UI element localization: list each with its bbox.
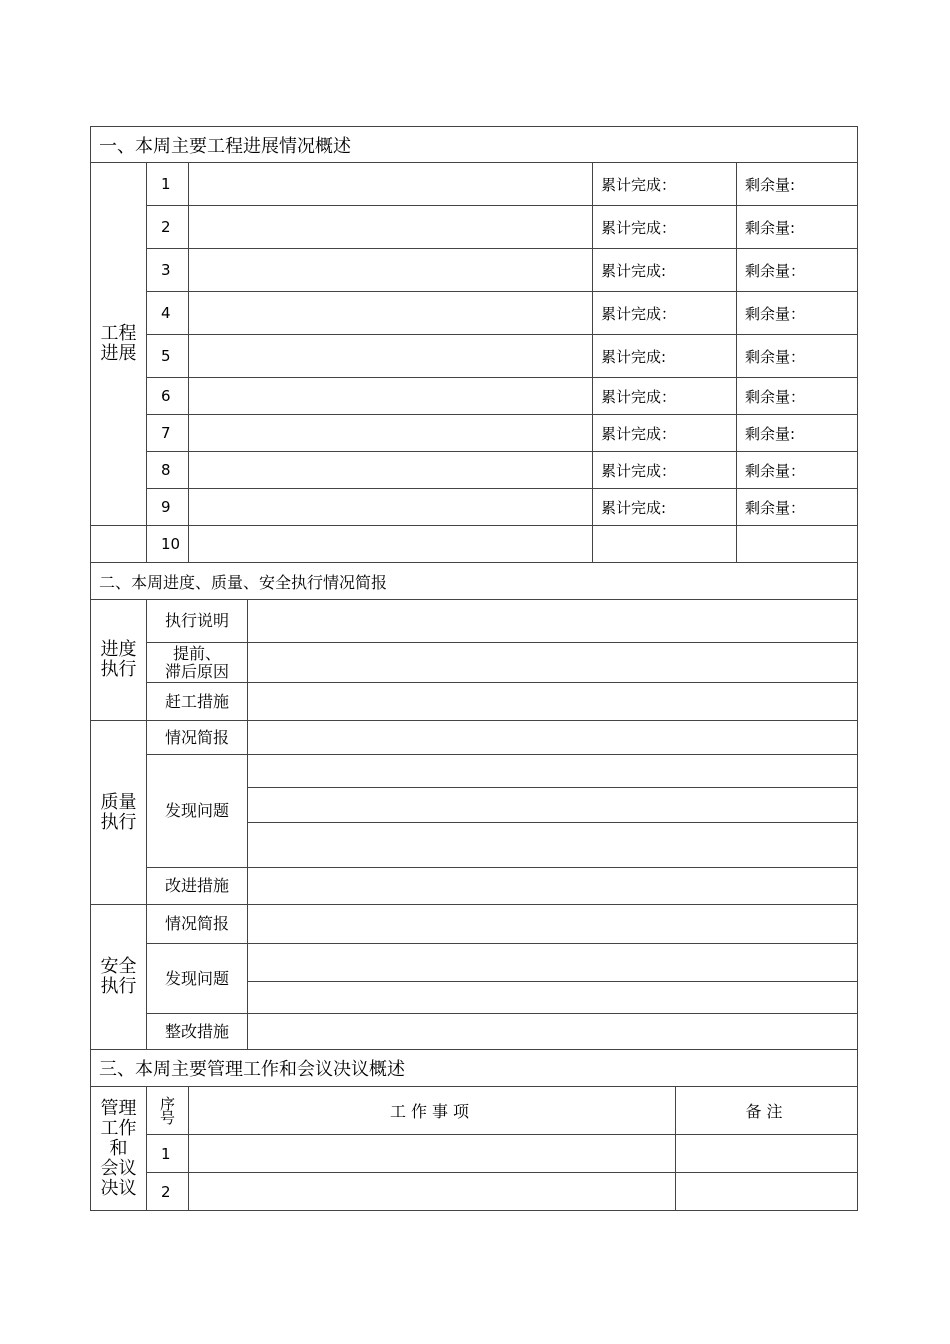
weekly-report-form [90, 126, 857, 1211]
row-number: 10 [147, 526, 189, 563]
cumulative-done-cell[interactable]: 累计完成: [593, 249, 737, 292]
safety-issue-field[interactable] [248, 944, 858, 982]
remaining-cell[interactable]: 剩余量： [737, 292, 858, 335]
quality-improvement-label: 改进措施 [147, 868, 248, 905]
remaining-cell[interactable]: 剩余量: [737, 415, 858, 452]
progress-category-label: 工程 进展 [91, 163, 147, 526]
work-content-cell[interactable] [189, 489, 593, 526]
row-number: 1 [147, 1135, 189, 1173]
sequence-header: 序 号 [147, 1087, 189, 1135]
schedule-category-label: 进度 执行 [91, 600, 147, 721]
row-number: 9 [147, 489, 189, 526]
remaining-cell[interactable]: 剩余量： [737, 452, 858, 489]
section1-title: 一、本周主要工程进展情况概述 [91, 127, 858, 163]
safety-issues-label: 发现问题 [147, 944, 248, 1014]
row-number: 2 [147, 206, 189, 249]
quality-brief-label: 情况简报 [147, 721, 248, 755]
quality-issue-field[interactable] [248, 823, 858, 868]
delay-reason-label: 提前、 滞后原因 [147, 643, 248, 683]
rush-measures-label: 赶工措施 [147, 683, 248, 721]
quality-category-label: 质量 执行 [91, 721, 147, 905]
work-content-cell[interactable] [189, 452, 593, 489]
management-category-label: 管理 工作 和 会议 决议 [91, 1087, 147, 1211]
quality-brief-field[interactable] [248, 721, 858, 755]
section3-title: 三、本周主要管理工作和会议决议概述 [91, 1050, 858, 1087]
remark-field[interactable] [676, 1135, 858, 1173]
remaining-cell[interactable]: 剩余量: [737, 163, 858, 206]
remaining-cell[interactable]: 剩余量： [737, 489, 858, 526]
work-content-cell[interactable] [189, 249, 593, 292]
safety-rectification-field[interactable] [248, 1014, 858, 1050]
remaining-cell[interactable]: 剩余量： [737, 249, 858, 292]
delay-reason-field[interactable] [248, 643, 858, 683]
remaining-cell[interactable] [737, 526, 858, 563]
row-number: 7 [147, 415, 189, 452]
remaining-cell[interactable]: 剩余量： [737, 378, 858, 415]
work-item-field[interactable] [189, 1173, 676, 1211]
work-content-cell[interactable] [189, 292, 593, 335]
safety-brief-field[interactable] [248, 905, 858, 944]
cumulative-done-cell[interactable] [593, 526, 737, 563]
cumulative-done-cell[interactable]: 累计完成： [593, 452, 737, 489]
work-content-cell[interactable] [189, 206, 593, 249]
remaining-cell[interactable]: 剩余量: [737, 206, 858, 249]
quality-issues-label: 发现问题 [147, 755, 248, 868]
row-number: 8 [147, 452, 189, 489]
quality-issue-field[interactable] [248, 755, 858, 788]
work-content-cell[interactable] [189, 335, 593, 378]
cumulative-done-cell[interactable]: 累计完成： [593, 206, 737, 249]
safety-rectification-label: 整改措施 [147, 1014, 248, 1050]
work-content-cell[interactable] [189, 163, 593, 206]
rush-measures-field[interactable] [248, 683, 858, 721]
cumulative-done-cell[interactable]: 累计完成: [593, 489, 737, 526]
safety-brief-label: 情况简报 [147, 905, 248, 944]
report-table [90, 126, 858, 1211]
remark-field[interactable] [676, 1173, 858, 1211]
cumulative-done-cell[interactable]: 累计完成： [593, 415, 737, 452]
execution-note-label: 执行说明 [147, 600, 248, 643]
row-number: 5 [147, 335, 189, 378]
quality-improvement-field[interactable] [248, 868, 858, 905]
cumulative-done-cell[interactable]: 累计完成： [593, 163, 737, 206]
remaining-cell[interactable]: 剩余量： [737, 335, 858, 378]
row-number: 2 [147, 1173, 189, 1211]
empty-category-cell [91, 526, 147, 563]
row-number: 3 [147, 249, 189, 292]
cumulative-done-cell[interactable]: 累计完成: [593, 335, 737, 378]
cumulative-done-cell[interactable]: 累计完成： [593, 292, 737, 335]
safety-category-label: 安全 执行 [91, 905, 147, 1050]
remark-header: 备注 [676, 1087, 858, 1135]
section2-title: 二、本周进度、质量、安全执行情况简报 [91, 563, 858, 600]
work-item-field[interactable] [189, 1135, 676, 1173]
safety-issue-field[interactable] [248, 982, 858, 1014]
quality-issue-field[interactable] [248, 788, 858, 823]
row-number: 4 [147, 292, 189, 335]
work-content-cell[interactable] [189, 526, 593, 563]
work-item-header: 工作事项 [189, 1087, 676, 1135]
work-content-cell[interactable] [189, 415, 593, 452]
row-number: 6 [147, 378, 189, 415]
cumulative-done-cell[interactable]: 累计完成： [593, 378, 737, 415]
execution-note-field[interactable] [248, 600, 858, 643]
work-content-cell[interactable] [189, 378, 593, 415]
row-number: 1 [147, 163, 189, 206]
